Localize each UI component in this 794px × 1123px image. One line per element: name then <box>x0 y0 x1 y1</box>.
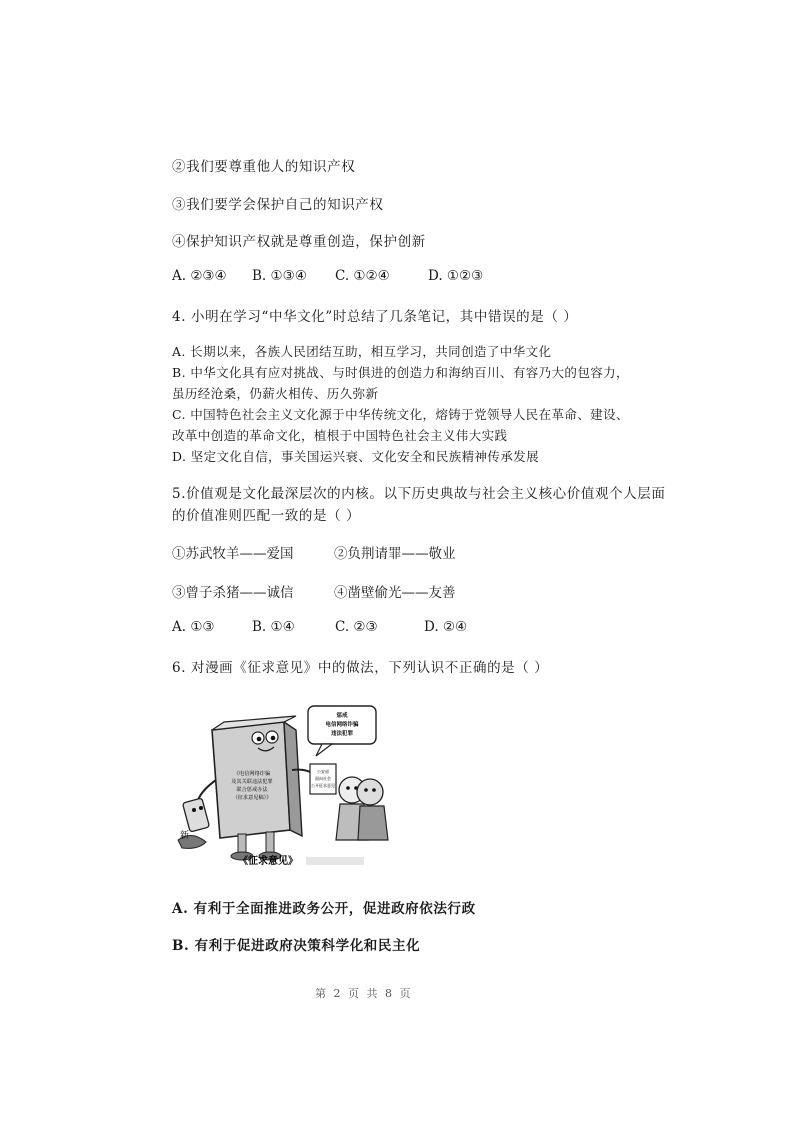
speech-text-3: 违法犯罪 <box>330 731 354 737</box>
q5-option-c: C. ②③ <box>335 619 378 635</box>
q3-option-c: C. ①②④ <box>335 268 390 284</box>
q5-option-b: B. ①④ <box>252 619 295 635</box>
page-footer: 第 2 页 共 8 页 <box>315 987 413 1000</box>
q3-option-b: B. ①③④ <box>252 268 307 284</box>
speech-bubble <box>308 706 376 756</box>
q5-option-d: D. ②④ <box>424 619 468 635</box>
q3-item-4: ④保护知识产权就是尊重创造，保护创新 <box>172 234 426 250</box>
q3-item-2: ②我们要尊重他人的知识产权 <box>172 159 356 175</box>
corner-mark: 新 <box>180 831 190 841</box>
q6-stem: 6. 对漫画《征求意见》中的做法，下列认识不正确的是（ ） <box>172 660 549 676</box>
q5-item-4: ④凿壁偷光——友善 <box>334 585 456 601</box>
q5-item-3: ③曾子杀猪——诚信 <box>172 585 294 601</box>
notice-sign <box>310 764 336 794</box>
q4-stem: 4. 小明在学习“中华文化”时总结了几条笔记，其中错误的是（ ） <box>172 309 578 325</box>
q5-stem-cont: 的价值准则匹配一致的是（ ） <box>172 508 361 524</box>
sign-text-2: 面向社会 <box>315 776 331 781</box>
speech-text-1: 惩戒 <box>336 713 348 719</box>
q5-item-1: ①苏武牧羊——爱国 <box>172 546 294 562</box>
speech-text-2: 电信网络诈骗 <box>325 722 359 728</box>
book-text-1: 《电信网络诈骗 <box>233 771 271 777</box>
book-text-3: 联合惩戒办法 <box>236 787 268 793</box>
q5-item-2: ②负荆请罪——敬业 <box>334 546 456 562</box>
q6-option-a: A. 有利于全面推进政务公开，促进政府依法行政 <box>172 901 476 917</box>
q4-option-d: D. 坚定文化自信，事关国运兴衰、文化安全和民族精神传承发展 <box>172 449 540 464</box>
book-character <box>198 716 318 860</box>
q3-item-3: ③我们要学会保护自己的知识产权 <box>172 197 384 213</box>
q4-option-c: C. 中国特色社会主义文化源于中华传统文化，熔铸于党领导人民在革命、建设、 <box>172 407 629 422</box>
sign-text-1: 公安部 <box>317 769 329 774</box>
q6-option-b: B. 有利于促进政府决策科学化和民主化 <box>172 938 421 954</box>
q4-option-b: B. 中华文化具有应对挑战、与时俱进的创造力和海纳百川、有容乃大的包容力， <box>172 365 629 380</box>
q3-option-a: A. ②③④ <box>172 268 227 284</box>
sign-text-3: 公开征求意见 <box>311 783 335 788</box>
watermark-mark <box>306 857 364 865</box>
cartoon-image <box>172 700 394 870</box>
cartoon-caption: 《征求意见》 <box>238 856 298 867</box>
q4-option-b-cont: 虽历经沧桑，仍薪火相传、历久弥新 <box>172 386 379 401</box>
q4-option-a: A. 长期以来，各族人民团结互助，相互学习，共同创造了中华文化 <box>172 344 552 359</box>
people-group <box>336 777 388 840</box>
q5-option-a: A. ①③ <box>172 619 215 635</box>
book-text-4: （征求意见稿）》 <box>232 795 272 801</box>
q3-option-d: D. ①②③ <box>428 268 484 284</box>
q4-option-c-cont: 改革中创造的革命文化，植根于中国特色社会主义伟大实践 <box>172 428 508 443</box>
q5-stem: 5.价值观是文化最深层次的内核。以下历史典故与社会主义核心价值观个人层面 <box>172 486 666 502</box>
book-text-2: 及其关联违法犯罪 <box>231 779 273 785</box>
